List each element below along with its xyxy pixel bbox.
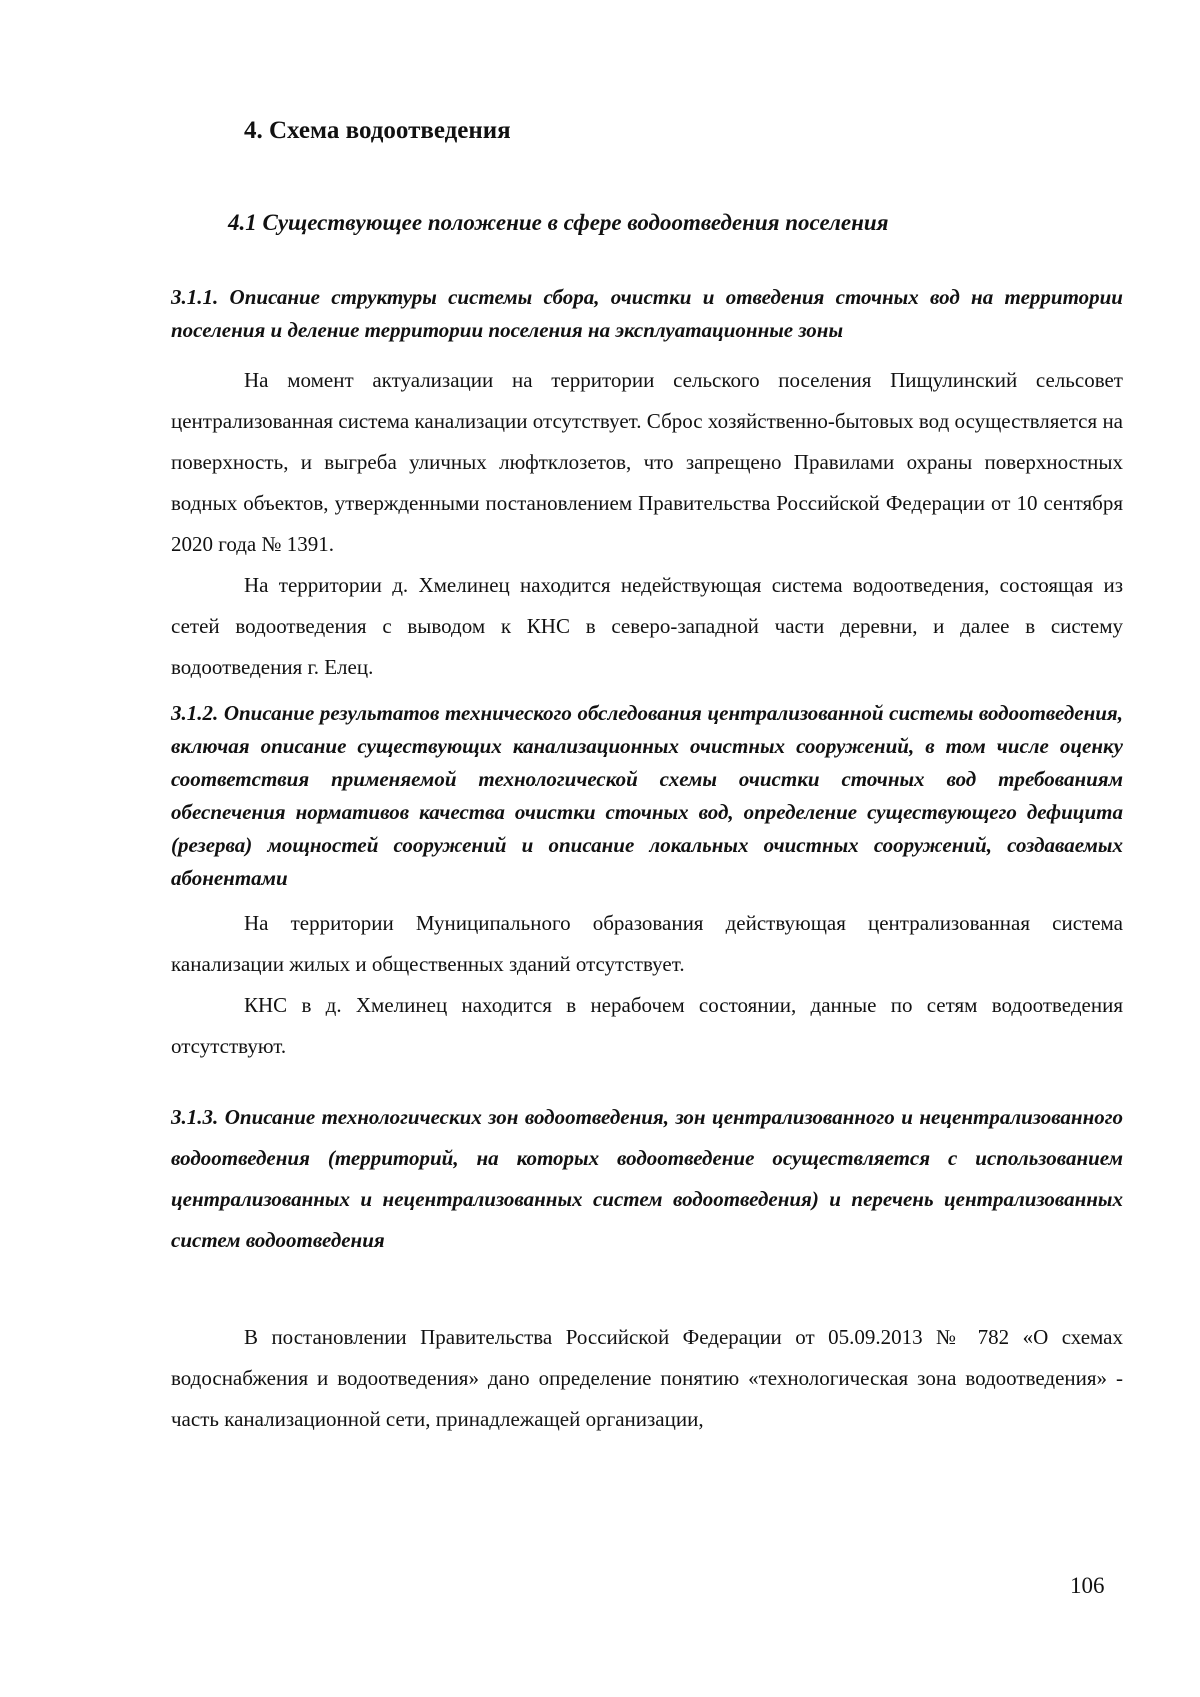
section-3-1-3-body — [171, 1317, 1123, 1440]
paragraph: На территории д. Хмелинец находится недействующая система водоотведения, состоящая из сетей водоотведения с выводом к КНС в северо-западной части деревни, и далее в систему водоотведения г. Елец. — [171, 573, 1123, 679]
section-title: 4. Схема водоотведения — [244, 117, 511, 144]
paragraph: На территории Муниципального образования действующая централизованная система канализации жилых и общественных зданий отсутствует. — [171, 911, 1123, 976]
section-3-1-2-body — [171, 903, 1123, 1067]
page-number: 106 — [1070, 1573, 1105, 1598]
heading-3-1-2: 3.1.2. Описание результатов технического обследования централизованной системы водоотведения, включая описание существующих канализационных очистных сооружений, в том числе оценку соответствия применяемой технологической схемы очистки сточных вод требованиям обеспечения нормативов качества очистки сточных вод, определение существующего дефицита (резерва) мощностей сооружений и описание локальных очистных сооружений, создаваемых абонентами — [171, 701, 1123, 890]
heading-3-1-1: 3.1.1. Описание структуры системы сбора, очистки и отведения сточных вод на территории поселения и деление территории поселения на эксплуатационные зоны — [171, 285, 1123, 342]
paragraph: На момент актуализации на территории сельского поселения Пищулинский сельсовет централизованная система канализации отсутствует. Сброс хозяйственно-бытовых вод осуществляется на поверхность, и выгреба уличных люфтклозетов, что запрещено Правилами охраны поверхностных водных объектов, утвержденными постановлением Правительства Российской Федерации от 10 сентября 2020 года № 1391. — [171, 368, 1123, 556]
heading-3-1-3: 3.1.3. Описание технологических зон водоотведения, зон централизованного и нецентрализованного водоотведения (территорий, на которых водоотведение осуществляется с использованием централизованных и нецентрализованных систем водоотведения) и перечень централизованных систем водоотведения — [171, 1105, 1123, 1252]
paragraph: В постановлении Правительства Российской Федерации от 05.09.2013 № 782 «О схемах водоснабжения и водоотведения» дано определение понятию «технологическая зона водоотведения» - часть канализационной сети, принадлежащей организации, — [171, 1325, 1123, 1431]
section-3-1-1-body — [171, 360, 1123, 688]
subsection-title: 4.1 Существующее положение в сфере водоотведения поселения — [228, 210, 889, 235]
paragraph: КНС в д. Хмелинец находится в нерабочем состоянии, данные по сетям водоотведения отсутствуют. — [171, 993, 1123, 1058]
